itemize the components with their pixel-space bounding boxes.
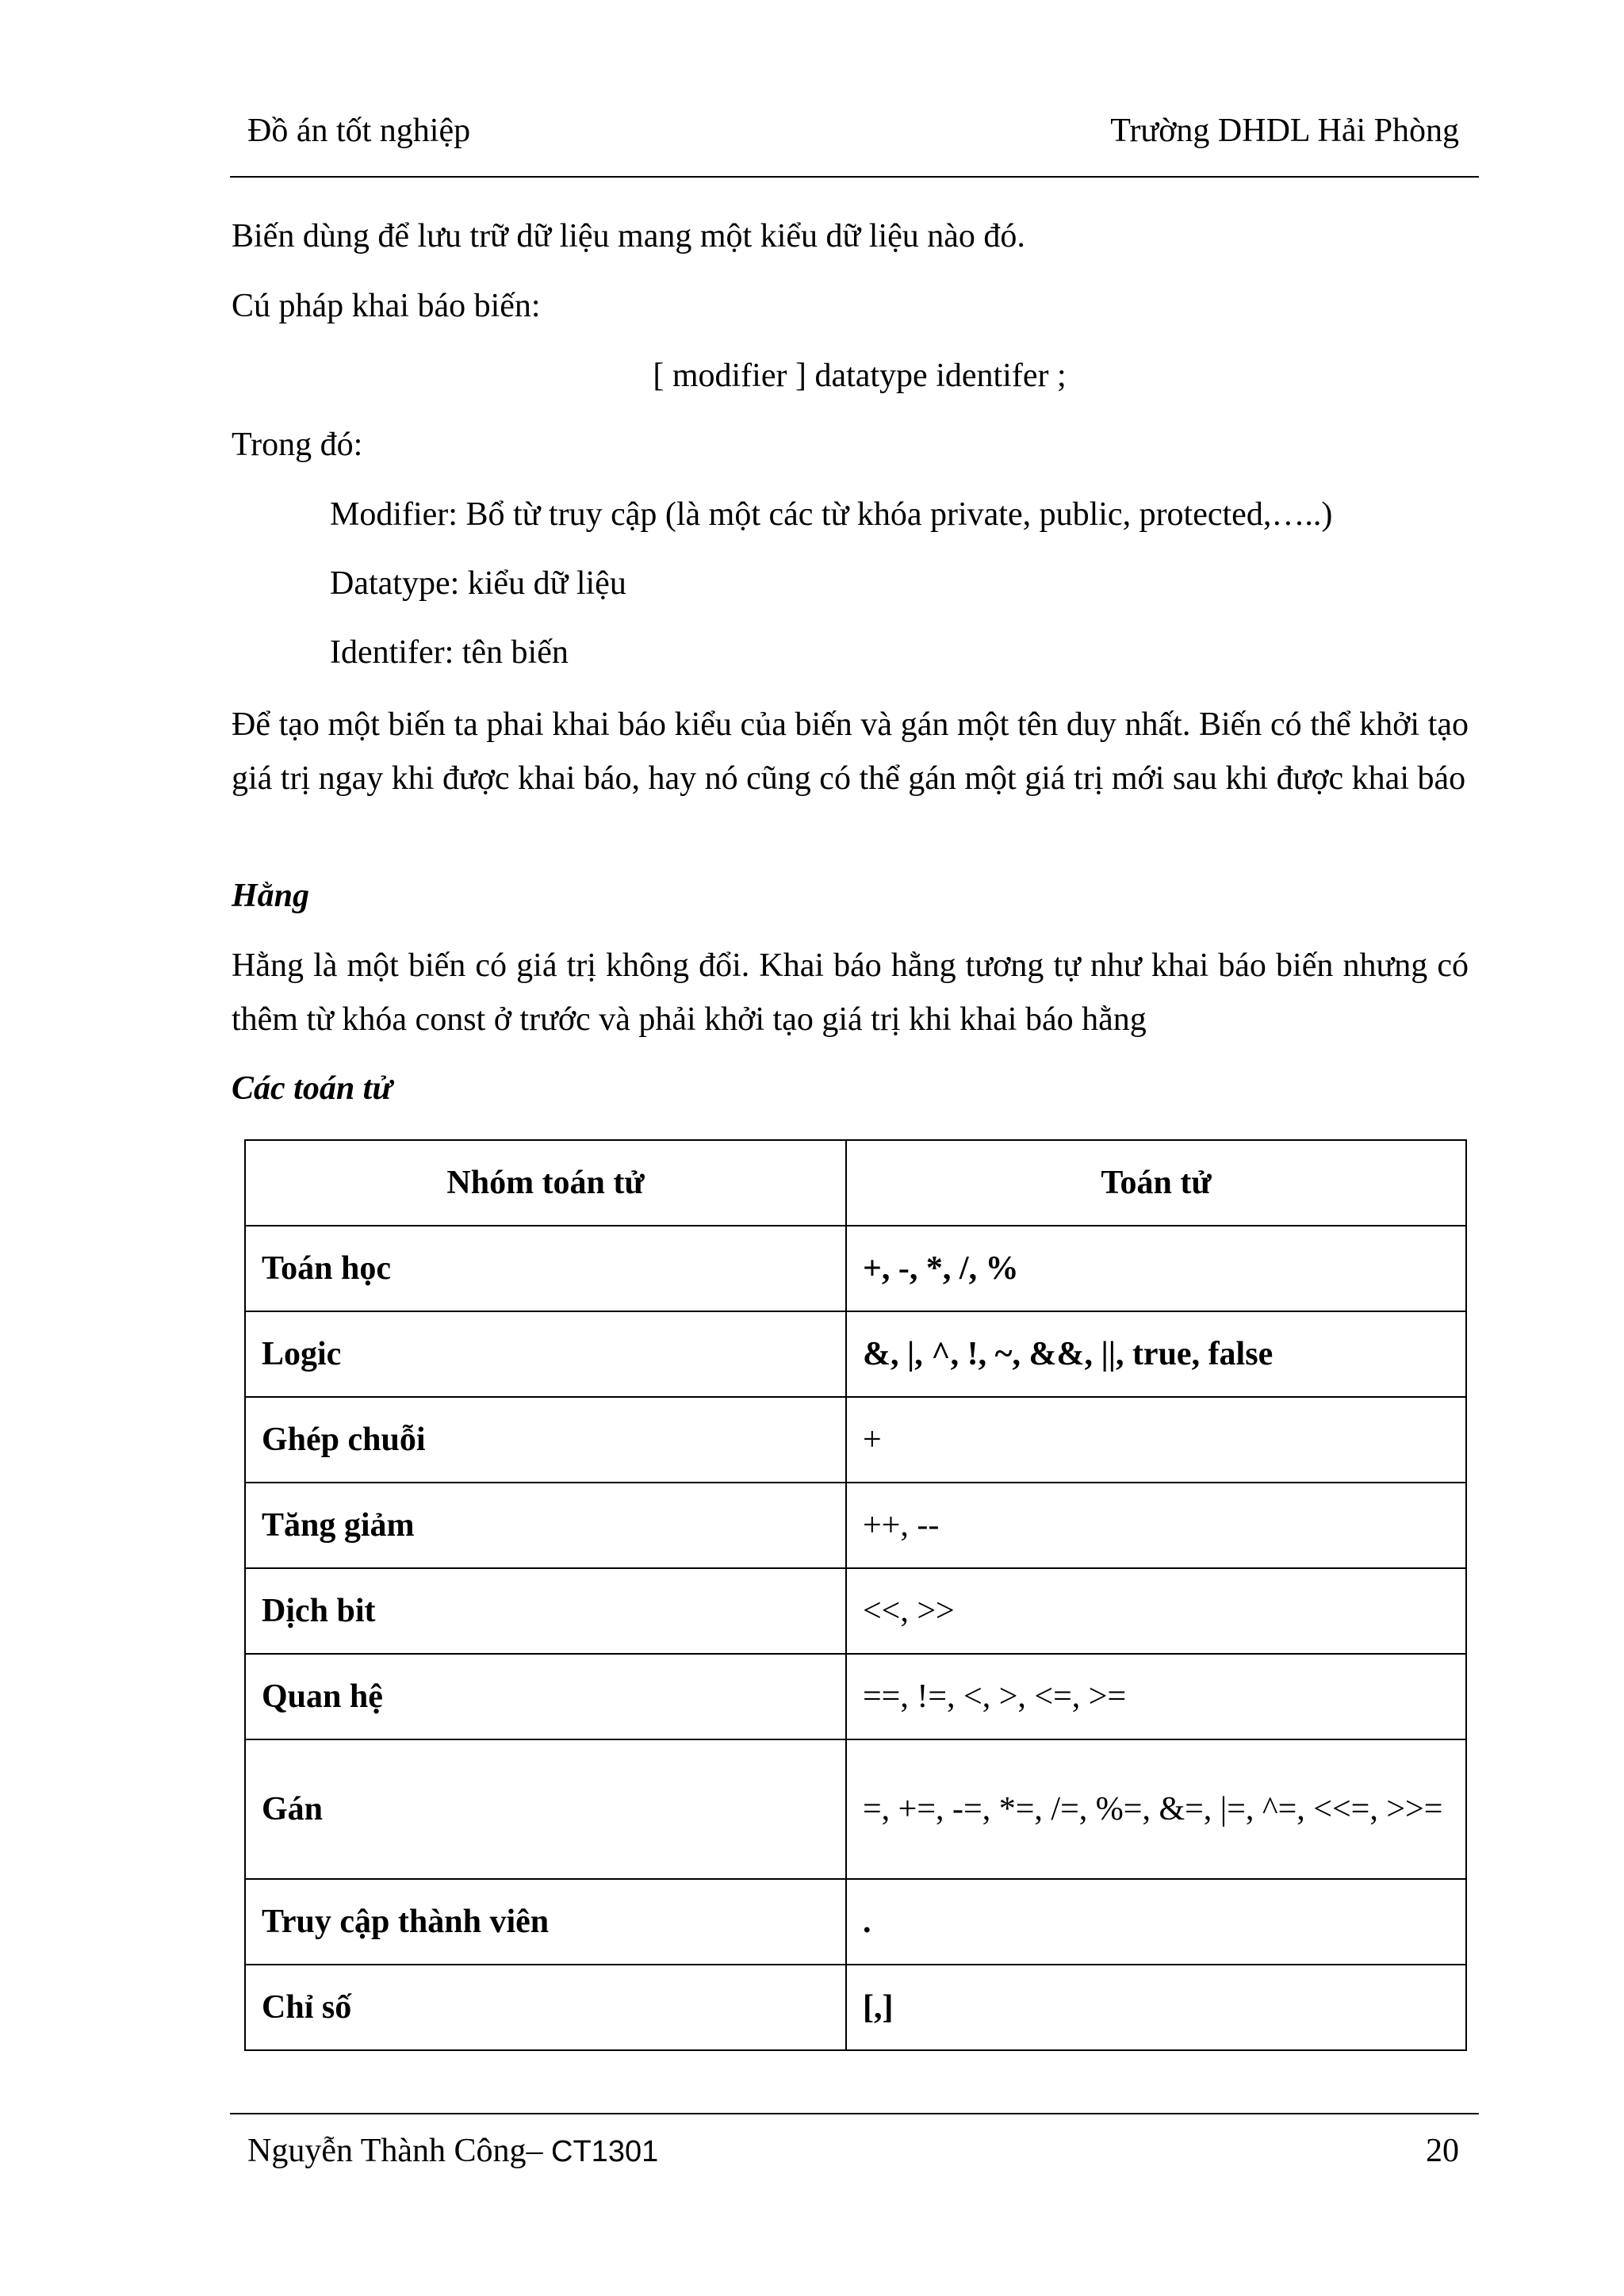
body-line-1: Biến dùng để lưu trữ dữ liệu mang một kiểu dữ liệu nào đó. xyxy=(232,218,1025,254)
table-row xyxy=(245,1397,1466,1483)
table-row xyxy=(245,1483,1466,1568)
row-group: Toán học xyxy=(245,1226,846,1311)
footer-rule xyxy=(230,2113,1479,2114)
body-line-2: Cú pháp khai báo biến: xyxy=(232,288,541,324)
table-row xyxy=(245,1226,1466,1311)
heading-operators: Các toán tử xyxy=(232,1070,393,1107)
heading-constants: Hằng xyxy=(232,878,310,914)
row-operators: ==, !=, <, >, <=, >= xyxy=(846,1654,1466,1739)
row-group: Quan hệ xyxy=(245,1654,846,1739)
table-row xyxy=(245,1654,1466,1739)
row-operators: +, -, *, /, % xyxy=(846,1226,1466,1311)
table-row xyxy=(245,1311,1466,1397)
row-group: Dịch bit xyxy=(245,1568,846,1654)
row-operators: =, +=, -=, *=, /=, %=, &=, |=, ^=, <<=, >>= xyxy=(846,1739,1466,1879)
row-operators: <<, >> xyxy=(846,1568,1466,1654)
header-left-title: Đồ án tốt nghiệp xyxy=(247,113,471,149)
row-operators: . xyxy=(846,1879,1466,1965)
footer-author xyxy=(247,2127,658,2175)
row-group: Gán xyxy=(245,1739,846,1879)
definition-datatype: Datatype: kiểu dữ liệu xyxy=(330,565,626,602)
table-header-group: Nhóm toán tử xyxy=(245,1140,846,1226)
row-group: Tăng giảm xyxy=(245,1483,846,1568)
row-group: Truy cập thành viên xyxy=(245,1879,846,1965)
row-operators: ++, -- xyxy=(846,1483,1466,1568)
syntax-line: [ modifier ] datatype identifer ; xyxy=(653,358,1067,394)
header-right-school: Trường DHDL Hải Phòng xyxy=(1110,113,1459,149)
row-operators: [,] xyxy=(846,1965,1466,2050)
footer-class-id: CT1301 xyxy=(551,2135,659,2168)
row-group: Logic xyxy=(245,1311,846,1397)
table-header-operators: Toán tử xyxy=(846,1140,1466,1226)
definition-identifer: Identifer: tên biến xyxy=(330,634,569,671)
row-operators: + xyxy=(846,1397,1466,1483)
paragraph-variables: Để tạo một biến ta phai khai báo kiểu của biến và gán một tên duy nhất. Biến có thể khởi tạo giá trị ngay khi được khai báo, hay nó cũng có thể gán một giá trị mới sau khi được khai báo xyxy=(232,706,1469,797)
table-row xyxy=(245,1739,1466,1879)
row-operators: &, |, ^, !, ~, &&, ||, true, false xyxy=(846,1311,1466,1397)
header-rule xyxy=(230,176,1479,178)
table-row xyxy=(245,1965,1466,2050)
table-row xyxy=(245,1879,1466,1965)
page-number: 20 xyxy=(1426,2133,1459,2169)
table-row xyxy=(245,1568,1466,1654)
footer-author-name: Nguyễn Thành Công– xyxy=(247,2133,552,2169)
definition-modifier: Modifier: Bổ từ truy cập (là một các từ khóa private, public, protected,…..) xyxy=(330,496,1333,533)
operators-table xyxy=(244,1139,1467,2051)
body-line-3: Trong đó: xyxy=(232,427,363,463)
row-group: Chỉ số xyxy=(245,1965,846,2050)
row-group: Ghép chuỗi xyxy=(245,1397,846,1483)
table-header-row xyxy=(245,1140,1466,1226)
paragraph-constants: Hằng là một biến có giá trị không đổi. Khai báo hằng tương tự như khai báo biến nhưng có thêm từ khóa const ở trước và phải khởi tạo giá trị khi khai báo hằng xyxy=(232,947,1469,1038)
